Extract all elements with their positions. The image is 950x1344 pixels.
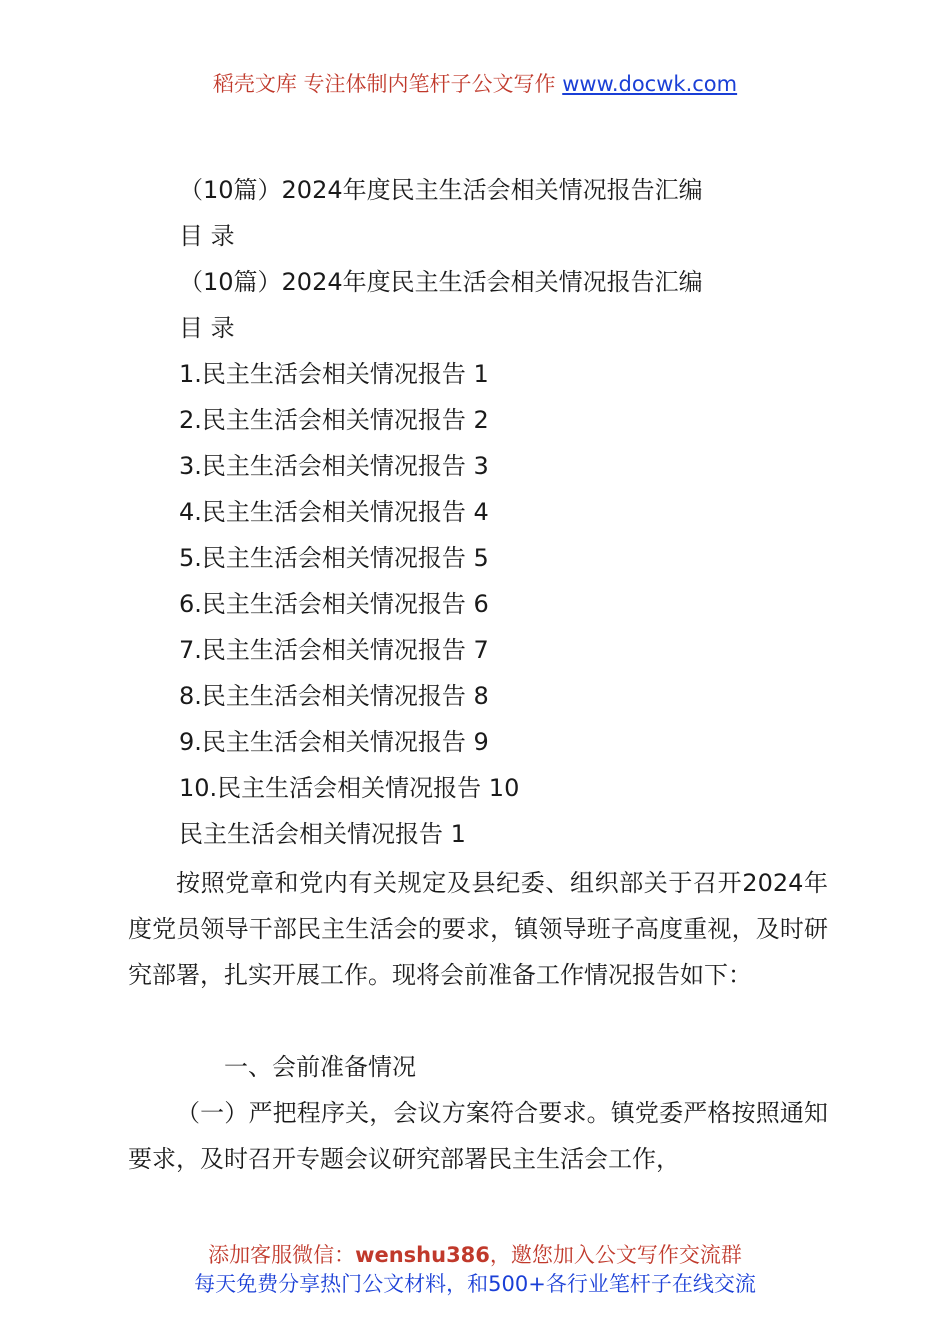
footer-prefix: 添加客服微信： bbox=[208, 1243, 356, 1267]
site-link[interactable]: www.docwk.com bbox=[562, 72, 738, 96]
toc-item[interactable]: 7.民主生活会相关情况报告 7 bbox=[179, 636, 489, 664]
toc-item[interactable]: 5.民主生活会相关情况报告 5 bbox=[179, 544, 489, 572]
brand-tagline: 稻壳文库 专注体制内笔杆子公文写作 bbox=[212, 72, 563, 96]
toc-item[interactable]: 3.民主生活会相关情况报告 3 bbox=[179, 452, 489, 480]
footer-promo-line: 每天免费分享热门公文材料，和500+各行业笔杆子在线交流 bbox=[194, 1272, 756, 1296]
toc-item[interactable]: 10.民主生活会相关情况报告 10 bbox=[179, 774, 520, 802]
document-title-repeat: （10篇）2024年度民主生活会相关情况报告汇编 bbox=[179, 268, 703, 296]
toc-item[interactable]: 9.民主生活会相关情况报告 9 bbox=[179, 728, 489, 756]
toc-item[interactable]: 4.民主生活会相关情况报告 4 bbox=[179, 498, 489, 526]
toc-item[interactable]: 6.民主生活会相关情况报告 6 bbox=[179, 590, 489, 618]
toc-item[interactable]: 2.民主生活会相关情况报告 2 bbox=[179, 406, 489, 434]
sub-paragraph: （一）严把程序关，会议方案符合要求。镇党委严格按照通知要求，及时召开专题会议研究部署民主生活会工作， bbox=[128, 1099, 828, 1173]
toc-item[interactable]: 8.民主生活会相关情况报告 8 bbox=[179, 682, 489, 710]
toc-label: 目 录 bbox=[179, 222, 235, 250]
toc-label-repeat: 目 录 bbox=[179, 314, 235, 342]
footer-contact-line bbox=[0, 1241, 950, 1269]
page-header bbox=[0, 70, 950, 98]
footer-suffix: ，邀您加入公文写作交流群 bbox=[489, 1243, 742, 1267]
toc-item[interactable]: 1.民主生活会相关情况报告 1 bbox=[179, 360, 489, 388]
section-heading: 一、会前准备情况 bbox=[224, 1053, 416, 1081]
document-title: （10篇）2024年度民主生活会相关情况报告汇编 bbox=[179, 176, 703, 204]
wechat-id: wenshu386 bbox=[355, 1243, 490, 1267]
intro-paragraph: 按照党章和党内有关规定及县纪委、组织部关于召开2024年度党员领导干部民主生活会的要求，镇领导班子高度重视，及时研究部署，扎实开展工作。现将会前准备工作情况报告如下： bbox=[128, 869, 828, 989]
section-title: 民主生活会相关情况报告 1 bbox=[179, 820, 466, 848]
